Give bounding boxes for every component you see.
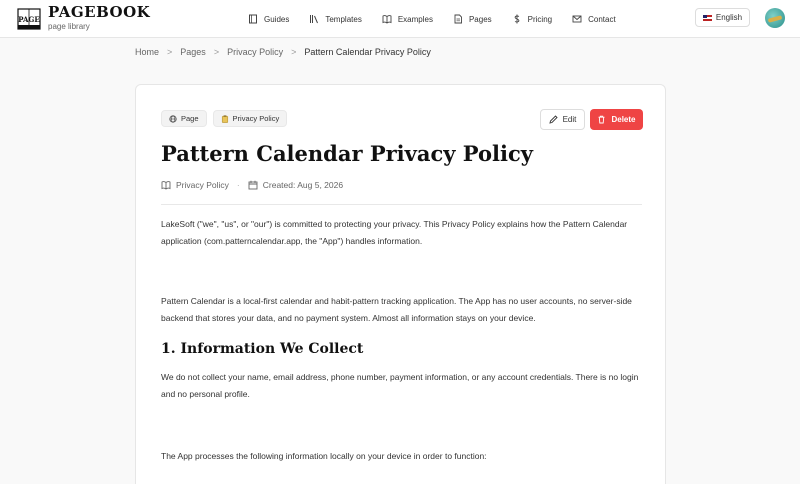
- file-icon: [453, 14, 463, 24]
- nav-contact[interactable]: [572, 14, 616, 24]
- section-heading: 1. Information We Collect: [161, 341, 364, 357]
- nav-templates[interactable]: [309, 14, 361, 24]
- clipboard-icon: [221, 115, 229, 123]
- page-meta: [161, 180, 343, 190]
- book-icon: [248, 14, 258, 24]
- divider: [161, 204, 642, 205]
- chevron-right-icon: >: [291, 47, 297, 57]
- dollar-icon: [512, 14, 522, 24]
- overview-paragraph: Pattern Calendar is a local-first calendar and habit-pattern tracking application. The App has no user accounts, no server-side backend that stores your data, and no payment system. Almost all information stays on your device.: [161, 296, 632, 323]
- nav-examples-label: Examples: [397, 14, 433, 24]
- breadcrumb: [135, 47, 431, 57]
- nav-pages[interactable]: [453, 14, 492, 24]
- breadcrumb-privacy-policy[interactable]: Privacy Policy: [227, 47, 284, 57]
- open-book-icon: [161, 180, 171, 190]
- main-nav: [248, 0, 636, 38]
- badge-page[interactable]: [161, 110, 207, 127]
- trash-icon: [597, 115, 606, 124]
- brand-name[interactable]: PAGEBOOK: [48, 3, 151, 21]
- page-title: Pattern Calendar Privacy Policy: [161, 141, 533, 166]
- local-processing-paragraph: The App processes the following information locally on your device in order to function:: [161, 451, 487, 461]
- nav-contact-label: Contact: [588, 14, 616, 24]
- brand-subtitle: page library: [48, 22, 90, 31]
- nav-guides[interactable]: [248, 14, 289, 24]
- language-label: English: [715, 13, 743, 22]
- badge-group: [161, 110, 287, 127]
- meta-category[interactable]: Privacy Policy: [176, 180, 229, 190]
- meta-separator: ·: [236, 180, 240, 190]
- meta-created: Created: Aug 5, 2026: [262, 180, 344, 190]
- open-book-icon: [382, 14, 392, 24]
- top-header: [0, 0, 800, 38]
- breadcrumb-pages[interactable]: Pages: [180, 47, 206, 57]
- us-flag-icon: [703, 15, 712, 21]
- delete-button[interactable]: [590, 109, 643, 130]
- user-avatar[interactable]: [765, 8, 785, 28]
- nav-examples[interactable]: [382, 14, 433, 24]
- nav-pricing[interactable]: [512, 14, 552, 24]
- pagebook-logo[interactable]: [16, 6, 42, 32]
- badge-privacy-label: Privacy Policy: [232, 114, 280, 123]
- chevron-right-icon: >: [213, 47, 220, 57]
- globe-icon: [169, 115, 177, 123]
- nav-pricing-label: Pricing: [527, 14, 553, 24]
- nav-pages-label: Pages: [468, 14, 492, 24]
- collect-paragraph: We do not collect your name, email address, phone number, payment information, or any account credentials. There is no login and no personal profile.: [161, 372, 639, 399]
- page-card: [135, 84, 666, 484]
- pencil-icon: [549, 115, 558, 124]
- intro-paragraph: LakeSoft ("we", "us", or "our") is committed to protecting your privacy. This Privacy Policy explains how the Pattern Calendar application (com.patterncalendar.app, the "App") handles information.: [161, 219, 628, 246]
- chevron-right-icon: >: [167, 47, 173, 57]
- calendar-icon: [248, 180, 258, 190]
- badge-privacy-policy[interactable]: [213, 110, 288, 127]
- edit-button[interactable]: [540, 109, 585, 130]
- edit-label: Edit: [562, 115, 577, 124]
- breadcrumb-home[interactable]: Home: [135, 47, 160, 57]
- library-icon: [309, 14, 319, 24]
- nav-templates-label: Templates: [325, 14, 362, 24]
- language-selector[interactable]: [695, 8, 750, 27]
- badge-page-label: Page: [181, 114, 199, 123]
- breadcrumb-current: Pattern Calendar Privacy Policy: [304, 47, 431, 57]
- logo-text: PAGE: [18, 15, 40, 24]
- delete-label: Delete: [611, 115, 636, 124]
- nav-guides-label: Guides: [264, 14, 290, 24]
- mail-icon: [572, 14, 582, 24]
